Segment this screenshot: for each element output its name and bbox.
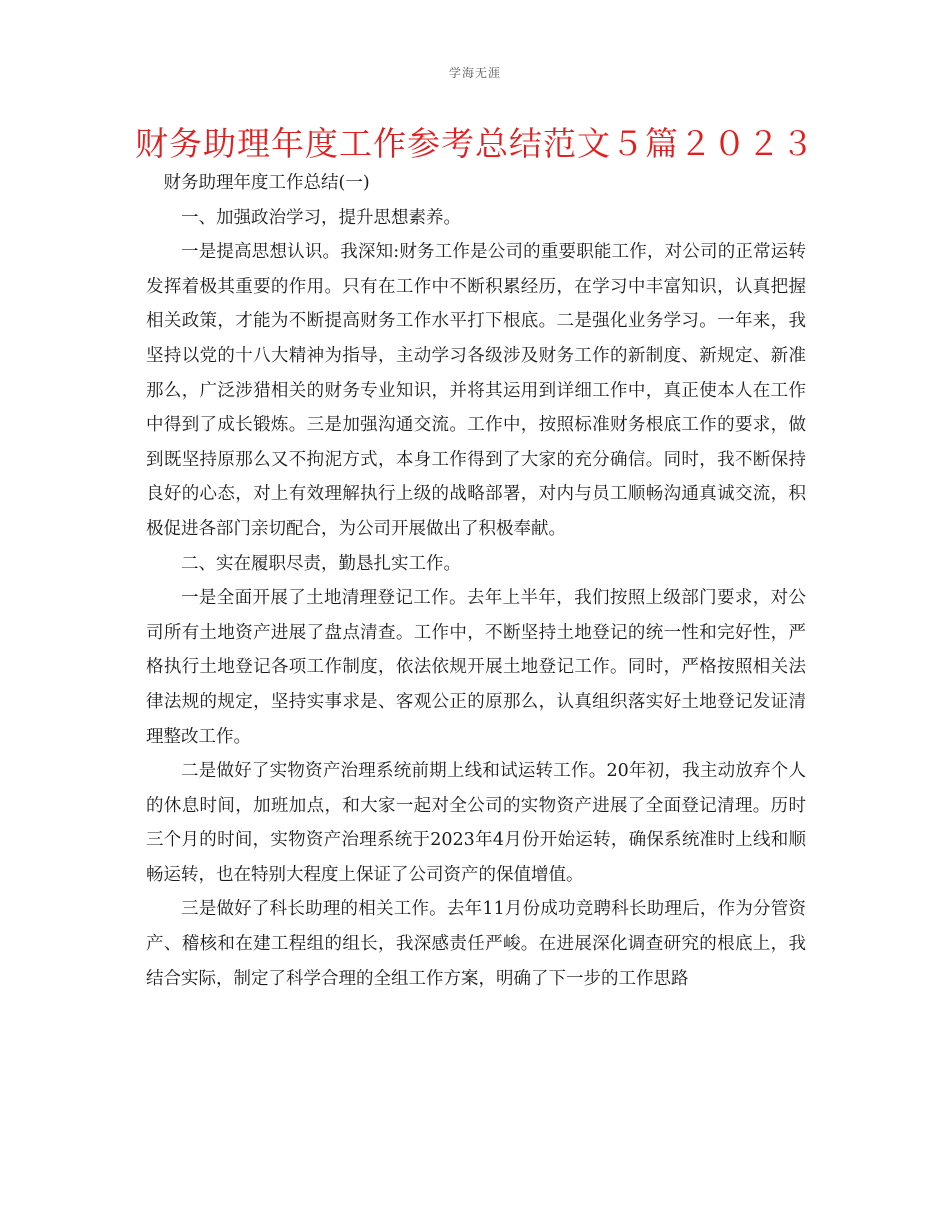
section-heading: 一、加强政治学习，提升思想素养。 xyxy=(181,207,461,228)
document-subtitle: 财务助理年度工作总结(一) xyxy=(163,173,370,193)
page-header: 学海无涯 xyxy=(448,66,501,80)
body-paragraph: 一是提高思想认识。我深知:财务工作是公司的重要职能工作，对公司的正常运转发挥着极其重要的作用。只有在工作中不断积累经历，在学习中丰富知识，认真把握相关政策，才能为不断提高财务工作水平打下根底。二是强化业务学习。一年来，我坚持以党的十八大精神为指导，主动学习各级涉及财务工作的新制度、新规定、新准那么，广泛涉猎相关的财务专业知识，并将其运用到详细工作中，真正使本人在工作中得到了成长锻炼。三是加强沟通交流。工作中，按照标准财务根底工作的要求，做到既坚持原那么又不拘泥方式，本身工作得到了大家的充分确信。同时，我不断保持良好的心态，对上有效理解执行上级的战略部署，对内与员工顺畅沟通真诚交流，积极促进各部门亲切配合，为公司开展做出了积极奉献。 xyxy=(146,242,806,539)
section-heading: 二、实在履职尽责，勤恳扎实工作。 xyxy=(181,553,461,574)
document-body xyxy=(146,166,806,996)
document-title: 财务助理年度工作参考总结范文５篇２０２３ xyxy=(135,124,815,163)
body-paragraph: 二是做好了实物资产治理系统前期上线和试运转工作。20年初，我主动放弃个人的休息时间，加班加点，和大家一起对全公司的实物资产进展了全面登记清理。历时三个月的时间，实物资产治理系统于2023年4月份开始运转，确保系统准时上线和顺畅运转，也在特别大程度上保证了公司资产的保值增值。 xyxy=(146,761,806,885)
body-paragraph: 三是做好了科长助理的相关工作。去年11月份成功竞聘科长助理后，作为分管资产、稽核和在建工程组的组长，我深感责任严峻。在进展深化调查研究的根底上，我结合实际，制定了科学合理的全组工作方案，明确了下一步的工作思路 xyxy=(146,899,806,989)
body-paragraph: 一是全面开展了土地清理登记工作。去年上半年，我们按照上级部门要求，对公司所有土地资产进展了盘点清查。工作中，不断坚持土地登记的统一性和完好性，严格执行土地登记各项工作制度，依法依规开展土地登记工作。同时，严格按照相关法律法规的规定，坚持实事求是、客观公正的原那么，认真组织落实好土地登记发证清理整改工作。 xyxy=(146,588,806,747)
